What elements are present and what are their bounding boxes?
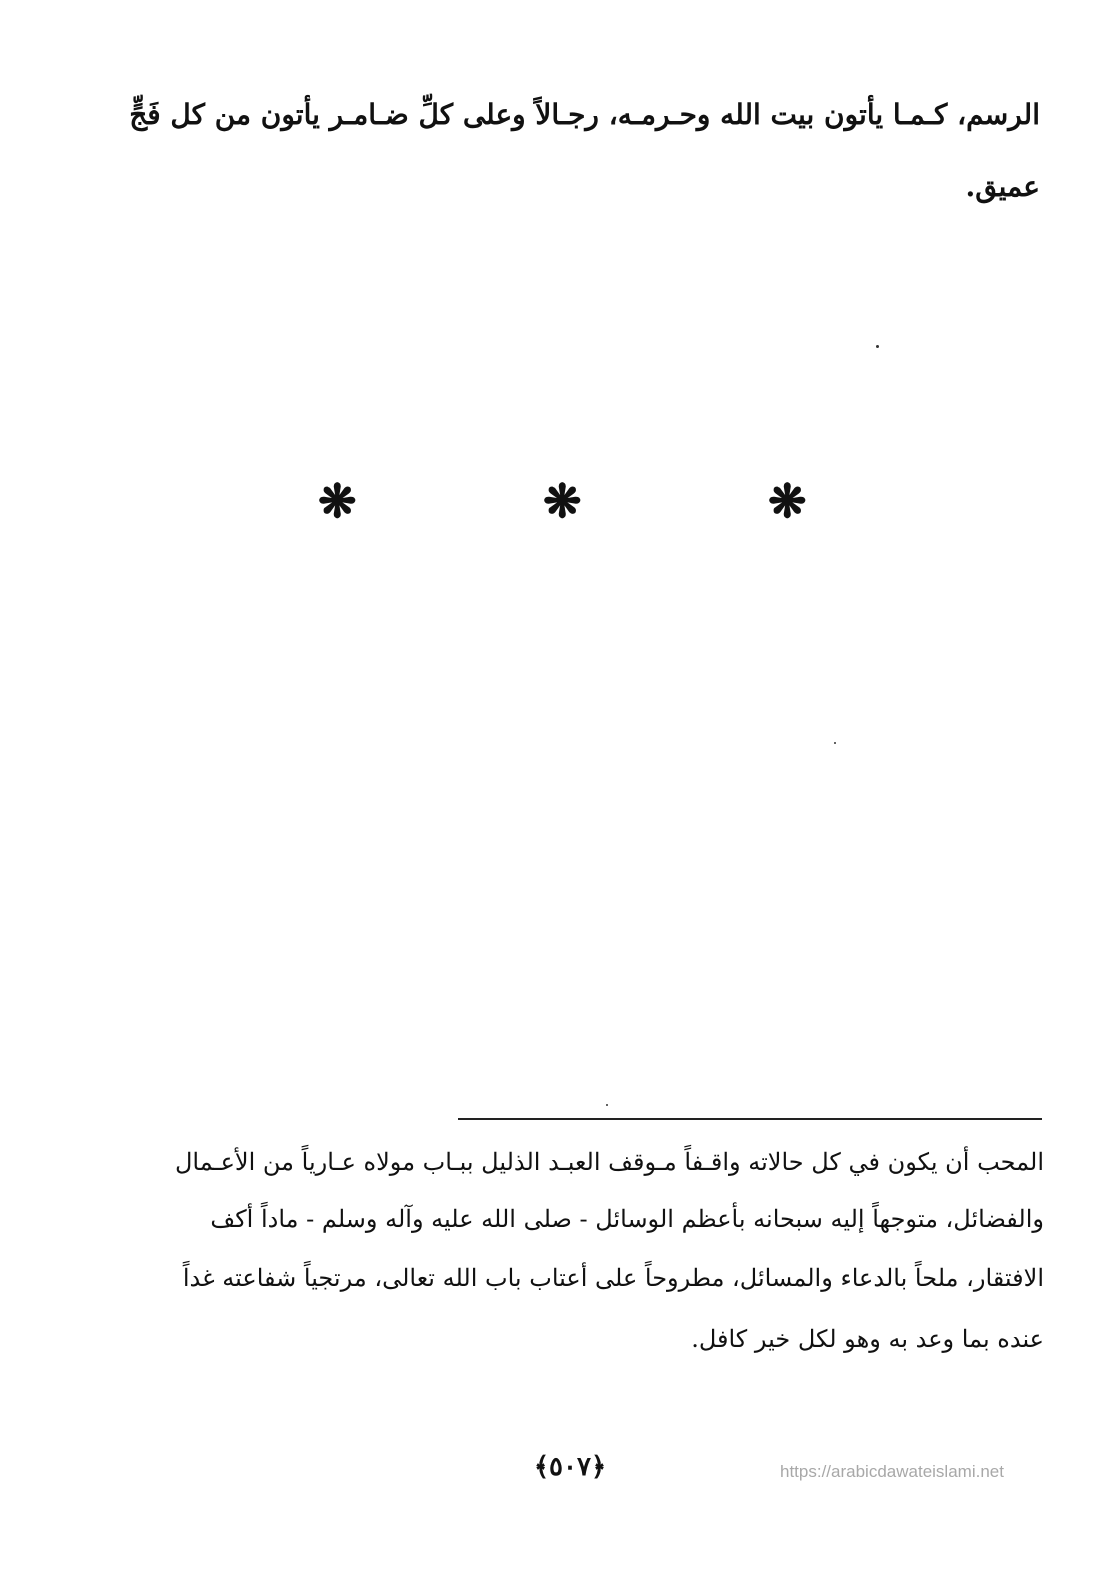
footnote-line-1: المحب أن يكون في كل حالاته واقـفاً مـوقف العبـد الذليل ببـاب مولاه عـارياً من الأعـمال bbox=[174, 1148, 1044, 1176]
footnote-rule bbox=[458, 1118, 1042, 1120]
stray-dot bbox=[834, 742, 836, 744]
separator-asterisk-icon: ❋ bbox=[543, 474, 582, 528]
page-number: ﴿٥٠٧﴾ bbox=[533, 1452, 607, 1482]
footnote-line-3: الافتقار، ملحاً بالدعاء والمسائل، مطروحاً على أعتاب باب الله تعالى، مرتجياً شفاعته غداً bbox=[182, 1264, 1044, 1292]
footnote-line-4: عنده بما وعد به وهو لكل خير كافل. bbox=[691, 1325, 1044, 1353]
stray-dot bbox=[876, 345, 879, 348]
watermark-link[interactable]: https://arabicdawateislami.net bbox=[780, 1462, 1004, 1481]
stray-dot bbox=[606, 1104, 608, 1106]
main-text-line-2: عميق. bbox=[965, 170, 1040, 203]
separator-asterisk-icon: ❋ bbox=[768, 474, 807, 528]
main-text-line-1: الرسم، كـمـا يأتون بيت الله وحـرمـه، رجـالاً وعلى كلِّ ضـامـر يأتون من كل فَجٍّ bbox=[129, 98, 1040, 131]
footnote-line-2: والفضائل، متوجهاً إليه سبحانه بأعظم الوسائل - صلى الله عليه وآله وسلم - ماداً أكف bbox=[210, 1205, 1044, 1233]
separator-asterisk-icon: ❋ bbox=[318, 474, 357, 528]
